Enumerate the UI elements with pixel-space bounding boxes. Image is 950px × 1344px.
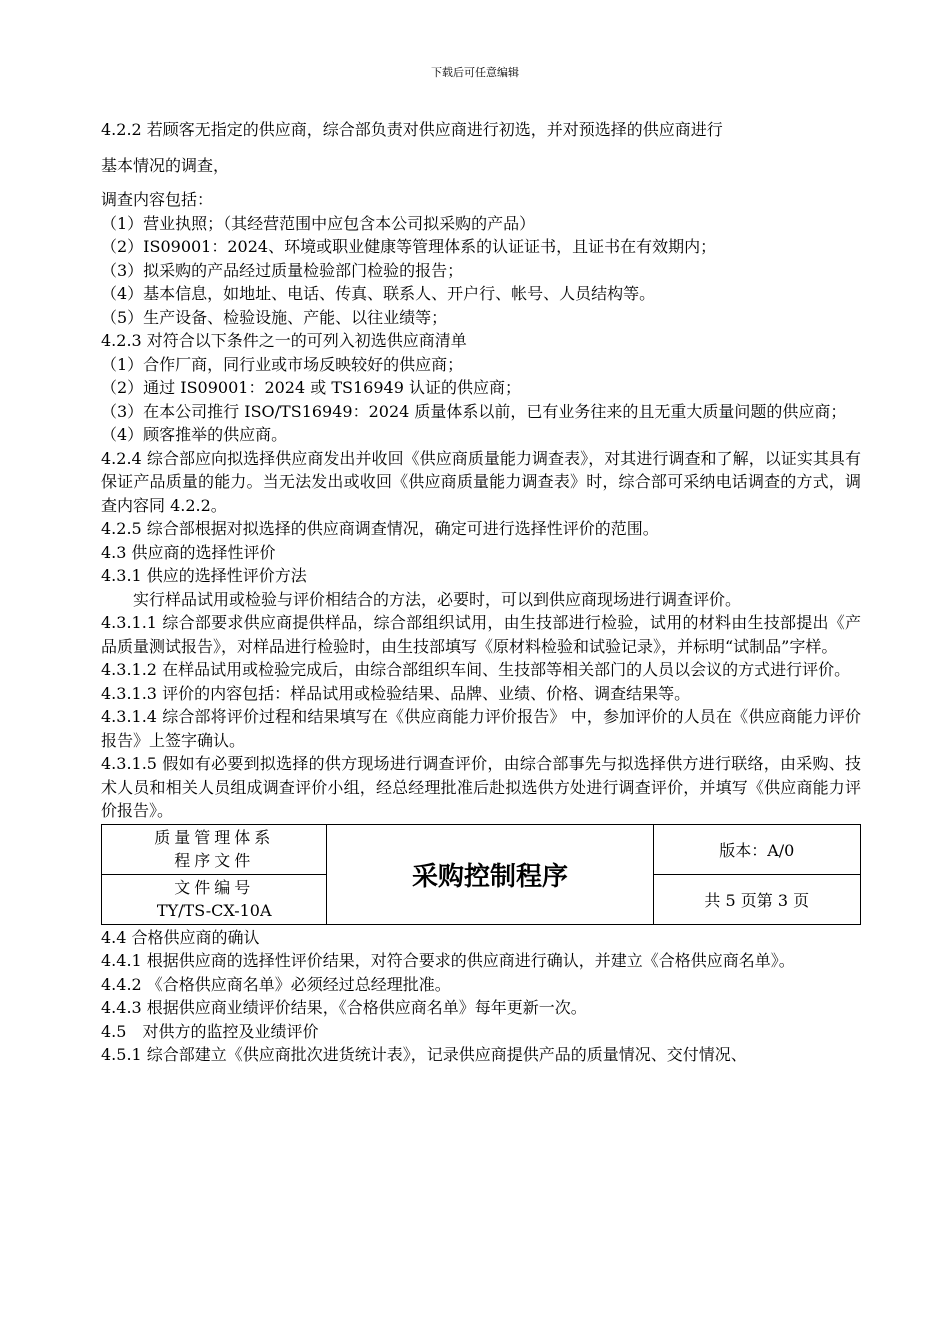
paragraph-4-4-1: 4.4.1 根据供应商的选择性评价结果，对符合要求的供应商进行确认，并建立《合格供应商名单》。	[101, 951, 795, 970]
doc-number-cell	[102, 874, 327, 924]
paragraph-4-3-1-5: 4.3.1.5 假如有必要到拟选择的供方现场进行调查评价，由综合部事先与拟选择供方进行联络，由采购、技术人员和相关人员组成调查评价小组，经总经理批准后赴拟选供方处进行调查评价，并填写《供应商能力评价报告》。	[101, 754, 861, 820]
heading-4-3: 4.3 供应商的选择性评价	[101, 542, 276, 562]
paragraph-4-2-2-line1: 4.2.2 若顾客无指定的供应商，综合部负责对供应商进行初选，并对预选择的供应商进行	[101, 120, 723, 139]
heading-4-4: 4.4 合格供应商的确认	[101, 927, 260, 947]
list-item-survey-5: （5）生产设备、检验设施、产能、以往业绩等；	[101, 307, 448, 327]
heading-4-3-1: 4.3.1 供应的选择性评价方法	[101, 566, 307, 585]
paragraph-4-3-1-3: 4.3.1.3 评价的内容包括：样品试用或检验结果、品牌、业绩、价格、调查结果等。	[101, 683, 691, 703]
doc-number-value: TY/TS-CX-10A	[156, 901, 272, 920]
paragraph-4-2-5: 4.2.5 综合部根据对拟选择的供应商调查情况，确定可进行选择性评价的范围。	[101, 519, 659, 538]
paragraph-survey-intro: 调查内容包括：	[101, 190, 214, 209]
paragraph-4-3-1-2: 4.3.1.2 在样品试用或检验完成后，由综合部组织车间、生技部等相关部门的人员以会议的方式进行评价。	[101, 660, 851, 679]
document-body	[101, 112, 861, 1067]
page-header-note: 下载后可任意编辑	[431, 66, 519, 79]
doc-category-line2: 程序文件	[174, 851, 255, 870]
paragraph-evaluation-method: 实行样品试用或检验与评价相结合的方法，必要时，可以到供应商现场进行调查评价。	[133, 589, 742, 609]
doc-page-count: 共 5 页第 3 页	[653, 874, 860, 924]
list-item-survey-3: （3）拟采购的产品经过质量检验部门检验的报告；	[101, 260, 464, 280]
paragraph-4-2-3: 4.2.3 对符合以下条件之一的可列入初选供应商清单	[101, 331, 467, 350]
list-item-criteria-4: （4）顾客推举的供应商。	[101, 425, 288, 444]
paragraph-4-4-2: 4.4.2 《合格供应商名单》必须经过总经理批准。	[101, 974, 451, 994]
list-item-survey-2: （2）IS09001：2024、环境或职业健康等管理体系的认证证书，且证书在有效期内；	[101, 237, 717, 256]
paragraph-4-3-1-1: 4.3.1.1 综合部要求供应商提供样品，综合部组织试用，由生技部进行检验，试用的材料由生技部提出《产品质量测试报告》，对样品进行检验时，由生技部填写《原材料检验和试验记录》，并标明“试制品”字样。	[101, 613, 861, 656]
list-item-criteria-2: （2）通过 IS09001：2024 或 TS16949 认证的供应商；	[101, 378, 521, 397]
paragraph-4-3-1-4: 4.3.1.4 综合部将评价过程和结果填写在《供应商能力评价报告》 中，参加评价的人员在《供应商能力评价报告》上签字确认。	[101, 707, 861, 750]
list-item-criteria-3: （3）在本公司推行 ISO/TS16949：2024 质量体系以前，已有业务往来的且无重大质量问题的供应商；	[101, 401, 847, 421]
paragraph-4-2-4: 4.2.4 综合部应向拟选择供应商发出并收回《供应商质量能力调查表》，对其进行调查和了解，以证实其具有保证产品质量的能力。当无法发出或收回《供应商质量能力调查表》时，综合部可采纳电话调查的方式，调查内容同 4.2.2。	[101, 448, 861, 515]
document-control-table	[101, 824, 861, 925]
doc-title: 采购控制程序	[327, 824, 653, 924]
paragraph-4-4-3: 4.4.3 根据供应商业绩评价结果，《合格供应商名单》每年更新一次。	[101, 998, 587, 1017]
list-item-survey-4: （4）基本信息，如地址、电话、传真、联系人、开户行、帐号、人员结构等。	[101, 284, 656, 303]
heading-4-5: 4.5 对供方的监控及业绩评价	[101, 1021, 319, 1041]
list-item-survey-1: （1）营业执照；（其经营范围中应包含本公司拟采购的产品）	[101, 213, 536, 233]
doc-category-cell	[102, 824, 327, 874]
doc-category-line1: 质量管理体系	[154, 828, 275, 847]
paragraph-4-2-2-line2: 基本情况的调查，	[101, 156, 230, 175]
doc-version: 版本：A/0	[653, 824, 860, 874]
doc-number-label: 文件编号	[174, 878, 255, 897]
list-item-criteria-1: （1）合作厂商，同行业或市场反映较好的供应商；	[101, 354, 464, 374]
paragraph-4-5-1: 4.5.1 综合部建立《供应商批次进货统计表》，记录供应商提供产品的质量情况、交付情况、	[101, 1045, 747, 1064]
